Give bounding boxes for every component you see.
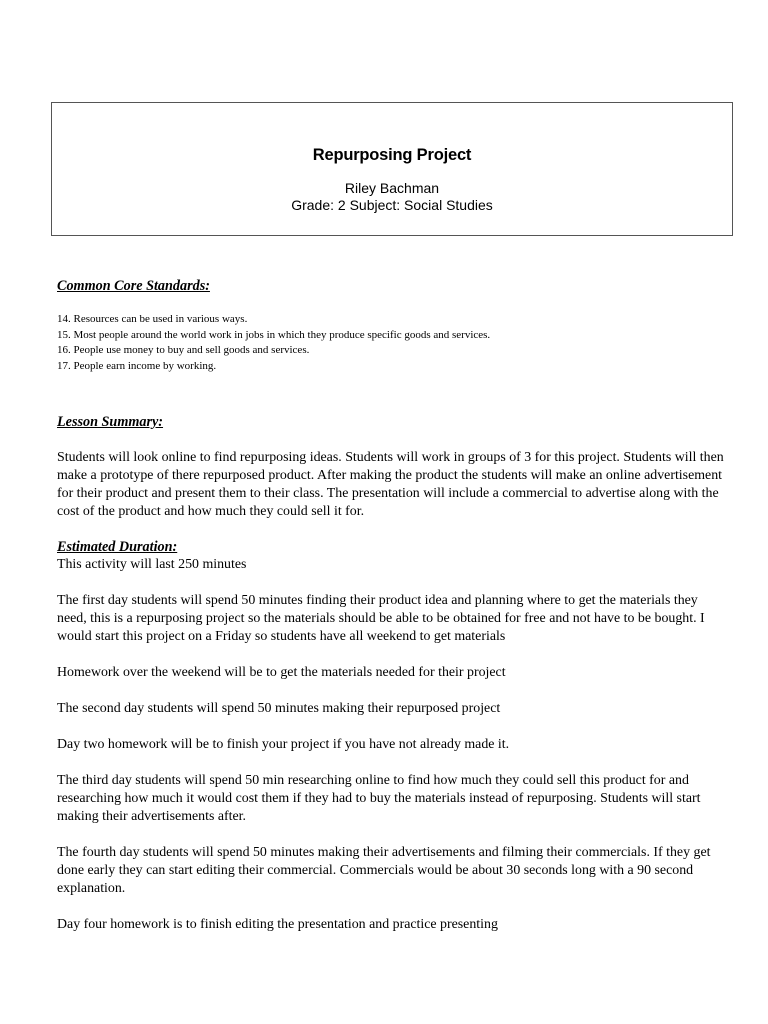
title-box [51,102,733,236]
list-item: 15. Most people around the world work in jobs in which they produce specific goods and services. [57,328,491,341]
duration-total: This activity will last 250 minutes [57,557,247,572]
list-item: 17. People earn income by working. [57,359,217,372]
summary-heading: Lesson Summary: [57,414,164,430]
list-item: 14. Resources can be used in various ways. [57,313,248,325]
summary-paragraph: Students will look online to find repurposing ideas. Students will work in groups of 3 for this project. Students will then make a prototype of there repurposed product. After making the product the students will make an online advertisement for their product and present them to their class. The presentation will include a commercial to advertise along with the cost of the product and how much they could sell it for. [57,450,724,519]
day-two-homework-paragraph: Day two homework will be to finish your project if you have not already made it. [57,737,510,752]
document-body [57,278,729,934]
day-two-paragraph: The second day students will spend 50 minutes making their repurposed project [57,701,501,716]
day-one-paragraph: The first day students will spend 50 minutes finding their product idea and planning where to get the materials they need, this is a repurposing project so the materials should be able to be obtained for free and not have to be bought. I would start this project on a Friday so students have all weekend to get materials [57,593,705,644]
duration-heading: Estimated Duration: [57,539,178,555]
author-name: Riley Bachman [344,180,440,196]
document-title: Repurposing Project [312,146,472,164]
standards-list [57,312,729,374]
standards-heading: Common Core Standards: [57,278,210,294]
grade-subject: Grade: 2 Subject: Social Studies [291,197,493,213]
weekend-homework-paragraph: Homework over the weekend will be to get the materials needed for their project [57,665,506,680]
day-three-paragraph: The third day students will spend 50 min researching online to find how much they could sell this product for and researching how much it would cost them if they had to buy the materials instead of repurposing. Students will start making their advertisements after. [57,773,701,824]
day-four-paragraph: The fourth day students will spend 50 minutes making their advertisements and filming their commercials. If they get done early they can start editing their commercial. Commercials would be about 30 seconds long with a 90 second explanation. [57,845,711,896]
day-four-homework-paragraph: Day four homework is to finish editing the presentation and practice presenting [57,917,498,932]
list-item: 16. People use money to buy and sell goods and services. [57,344,310,356]
